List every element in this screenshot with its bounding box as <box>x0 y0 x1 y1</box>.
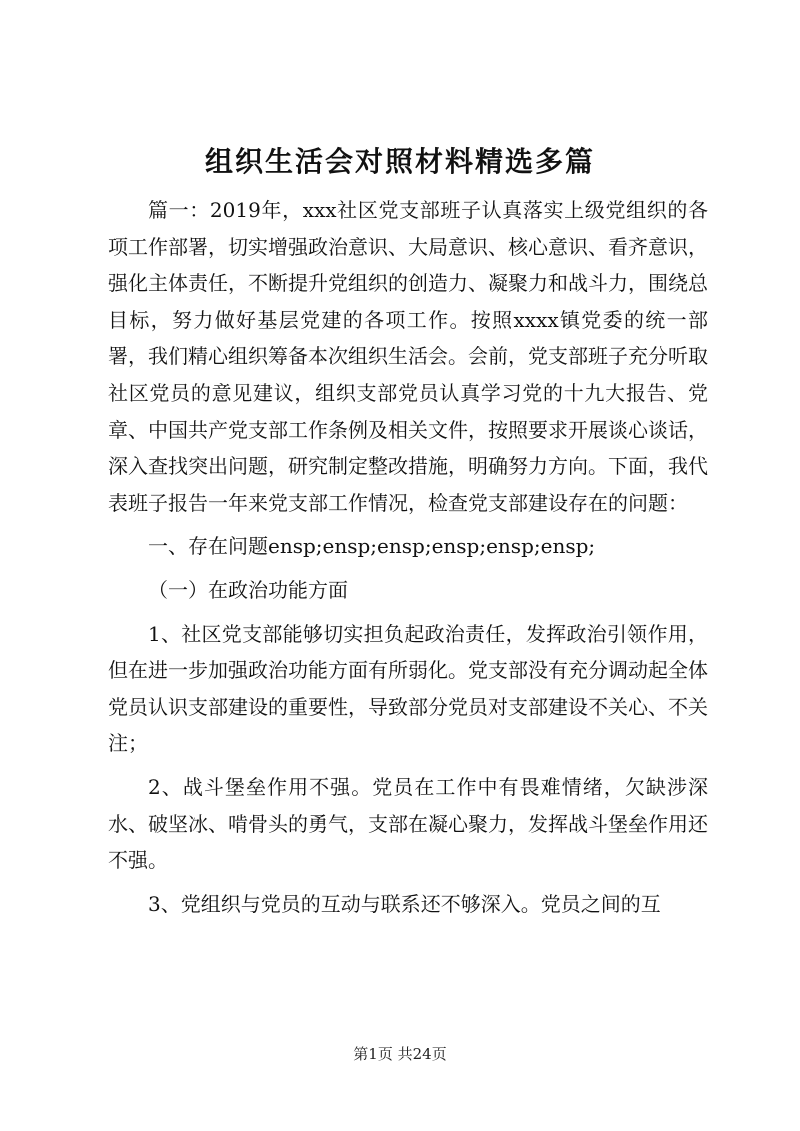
paragraph-section-heading: 一、存在问题ensp;ensp;ensp;ensp;ensp;ensp; <box>148 534 596 559</box>
paragraph-item-1: 1、社区党支部能够切实担负起政治责任，发挥政治引领作用，但在进一步加强政治功能方面有所弱化。党支部没有充分调动起全体党员认识支部建设的重要性，导致部分党员对支部建设不关心、不关注； <box>108 621 708 756</box>
document-body <box>108 192 708 929</box>
paragraph-intro: 篇一：2019年，xxx社区党支部班子认真落实上级党组织的各项工作部署，切实增强政治意识、大局意识、核心意识、看齐意识，强化主体责任，不断提升党组织的创造力、凝聚力和战斗力，围绕总目标，努力做好基层党建的各项工作。按照xxxx镇党委的统一部署，我们精心组织筹备本次组织生活会。会前，党支部班子充分听取社区党员的意见建议，组织支部党员认真学习党的十九大报告、党章、中国共产党支部工作条例及相关文件，按照要求开展谈心谈话，深入查找突出问题，研究制定整改措施，明确努力方向。下面，我代表班子报告一年来党支部工作情况，检查党支部建设存在的问题： <box>108 198 708 515</box>
paragraph-item-3: 3、党组织与党员的互动与联系还不够深入。党员之间的互 <box>148 891 661 916</box>
paragraph-item-2: 2、战斗堡垒作用不强。党员在工作中有畏难情绪，欠缺涉深水、破坚冰、啃骨头的勇气，支部在凝心聚力，发挥战斗堡垒作用还不强。 <box>108 774 708 873</box>
document-title: 组织生活会对照材料精选多篇 <box>204 145 595 178</box>
page-number-footer: 第1页 共24页 <box>353 1045 447 1063</box>
paragraph-subsection-heading: （一）在政治功能方面 <box>148 577 348 602</box>
